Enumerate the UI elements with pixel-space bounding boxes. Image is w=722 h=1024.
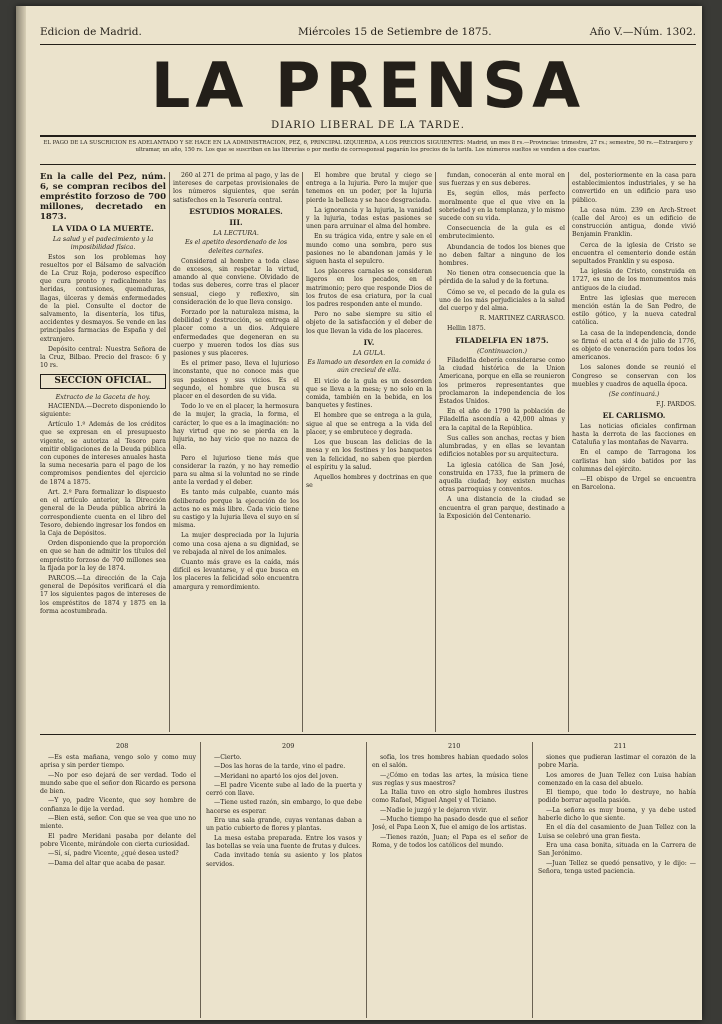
notice-rule xyxy=(40,164,696,165)
paragraph: En el campo de Tarragona los carlistas han sido batidos por las columnas del ejército. xyxy=(572,449,696,473)
feuilleton-page-number: 210 xyxy=(448,742,461,750)
feuilleton-column-2 xyxy=(206,754,362,1016)
paragraph: Cómo se ve, el pecado de la gula es uno de los más perjudiciales a la salud del cuerpo y del alma. xyxy=(439,288,565,313)
paragraph: La Italia tuvo en otro siglo hombres ilustres como Rafael, Miguel Angel y el Ticiano. xyxy=(372,789,528,805)
paragraph: del, posteriormente en la casa para establecimientos industriales, y se ha convertido en un edificio para uso público. xyxy=(572,172,696,204)
paragraph: Orden disponiendo que la proporción en que se han de admitir los títulos del empréstito forzoso de 700 millones sea la fijada por la ley de 1874. xyxy=(40,540,166,572)
paragraph: La iglesia de Cristo, construida en 1727, es uno de los monumentos más antiguos de la ciudad. xyxy=(572,268,696,292)
paragraph: —Y yo, padre Vicente, que soy hombre de confianza le dije la verdad. xyxy=(40,797,196,813)
paragraph: En el día del casamiento de Juan Tellez con la Luisa se celebró una gran fiesta. xyxy=(538,824,696,840)
column-4 xyxy=(439,172,565,732)
paragraph: Es tanto más culpable, cuanto más deliberado porque la ejecución de los actos no es más libre. Cada vicio tiene su castigo y la lujuria lleva el suyo en sí misma. xyxy=(173,489,299,530)
author-signature: F.J. PARDOS. xyxy=(656,401,696,409)
paragraph: —Es esta mañana, vengo solo y como muy aprisa y sin perder tiempo. xyxy=(40,754,196,770)
heading-carlismo: EL CARLISMO. xyxy=(602,411,666,421)
heading-lectura: LA LECTURA. xyxy=(213,229,259,238)
subheading-gaceta: Extracto de la Gaceta de hoy. xyxy=(55,392,151,401)
paragraph: En el año de 1790 la población de Filadelfia ascendía a 42,000 almas y era la capital de la República. xyxy=(439,408,565,432)
paragraph: Cerca de la iglesia de Cristo se encuentra el cementerio donde están sepultados Franklin y su esposa. xyxy=(572,241,696,266)
paragraph: El vicio de la gula es un desorden que se lleva a la mesa; y no solo en la comida, también en la bebida, en los banquetes y festines. xyxy=(306,377,432,410)
paragraph: La mesa estaba preparada. Entre los vasos y las botellas se veía una fuente de frutas y dulces. xyxy=(206,834,362,850)
paragraph: Los que buscan las delicias de la mesa y en los festines y los banquetes ven la felicidad, no saben que pierden el espíritu y la salud. xyxy=(306,439,432,471)
paragraph: Las noticias oficiales confirman hasta la derrota de las facciones en Cataluña y las montañas de Navarra. xyxy=(572,422,696,447)
paragraph: Cada invitado tenía su asiento y los platos servidos. xyxy=(206,852,362,868)
paragraph: fundan, conocerán al ente moral en sus fuerzas y en sus deberes. xyxy=(439,172,565,188)
paragraph: Era una sala grande, cuyas ventanas daban a un patio cubierto de flores y plantas. xyxy=(206,817,362,833)
paragraph: —Tiene usted razón, sin embargo, lo que debe hacerse es esperar. xyxy=(206,799,362,815)
paragraph: No tienen otra consecuencia que la pérdida de la salud y de la fortuna. xyxy=(439,270,565,286)
subheading-vida: La salud y el padecimiento y la imposibilidad física. xyxy=(52,235,154,252)
paragraph: PARCOS.—La dirección de la Caja general de Depósitos verificará el día 17 los siguientes pagos de intereses de los empréstitos de 1874 y 1875 en la forma acostumbrada. xyxy=(40,574,166,615)
column-divider xyxy=(366,742,367,1018)
heading-roman: III. xyxy=(229,218,243,228)
epigraph: Es el apetito desordenado de los deleites carnales. xyxy=(184,239,288,255)
paragraph: Es el primer paso, lleva el lujurioso inconstante, que no conoce más que sus pasiones y sus vicios. Es el segundo, el hombre que busca su placer en el desorden de su vida. xyxy=(173,360,299,401)
paragraph: Depósito central: Nuestra Señora de la Cruz, Bilbao. Precio del frasco: 6 y 10 rs. xyxy=(40,345,166,370)
dateline: Hellin 1875. xyxy=(447,325,486,333)
heading-gula: LA GULA. xyxy=(352,349,386,358)
paragraph: HACIENDA.—Decreto disponiendo lo siguiente: xyxy=(40,402,166,419)
paragraph: El hombre que brutal y ciego se entrega a la lujuria. Pero la mujer que tenemos en un poder, por la lujuria pierde la belleza y se hace desgraciada. xyxy=(306,172,432,204)
paragraph: —Nadie le juzgó y le dejaron vivir. xyxy=(380,806,488,814)
paragraph: —Juan Tellez se quedó pensativo, y le dijo: —Señora, tenga usted paciencia. xyxy=(538,859,696,875)
paragraph: Abundancia de todos los bienes que no deben faltar a ninguno de los hombres. xyxy=(439,243,565,268)
paragraph: —Cierto. xyxy=(214,754,242,761)
heading-vida: LA VIDA O LA MUERTE. xyxy=(52,224,154,233)
paragraph: La iglesia católica de San José, construida en 1733, fue la primera de aquella ciudad; hoy existen muchas otras parroquias y conventos. xyxy=(439,461,565,494)
paragraph: El hombre que se entrega a la gula, sigue al que se entrega a la vida del placer, y se embrutece y degrada. xyxy=(306,412,432,436)
heading-roman: IV. xyxy=(363,337,375,347)
epigraph: Es llamado un desorden en la comida ó aún crecieul de ella. xyxy=(307,359,431,375)
paragraph: Cuanto más grave es la caída, más difícil es levantarse, y el que busca en los placeres la felicidad sólo encuentra amargura y remordimiento. xyxy=(173,558,299,591)
heading-filadelfia: FILADELFIA EN 1875. xyxy=(455,335,549,345)
heading-continuacion: (Continuacion.) xyxy=(476,346,528,355)
paragraph: —Dama del altar que acaba de pasar. xyxy=(48,859,166,867)
lead-notice: En la calle del Pez, núm. 6, se compran recibos del empréstito forzoso de 700 millones, decretado en 1873. xyxy=(40,172,166,222)
feuilleton-column-3 xyxy=(372,754,528,1016)
column-divider xyxy=(568,172,569,732)
paragraph: Forzado por la naturaleza misma, la debilidad y destrucción, se entrega al placer como a un dios. Adquiere enfermedades que degeneran en su cuerpo y mueren todos los días sus pasiones y sus placeres. xyxy=(173,309,299,358)
feuilleton-page-number: 209 xyxy=(282,742,295,750)
paragraph: —Dos las horas de la tarde, vino el padre. xyxy=(214,763,346,771)
paragraph: Es, según ellos, más perfecto moralmente que el que vive en la sobriedad y en la templanza, y lo mismo sucede con su vida. xyxy=(439,190,565,223)
heading-estudios: ESTUDIOS MORALES. xyxy=(189,206,283,216)
paragraph: —Bien está, señor. Con que se vea que uno no miente. xyxy=(40,815,196,831)
feuilleton-rule xyxy=(40,734,696,735)
paragraph: La ignorancia y la lujuria, la vanidad y la lujuria, todas estas pasiones se unen para arruinar el alma del hombre. xyxy=(306,206,432,231)
paragraph: Entre las iglesias que merecen mención están la de San Pedro, de estilo gótico, y la nueva catedral católica. xyxy=(572,294,696,327)
issue-date: Miércoles 15 de Setiembre de 1875. xyxy=(298,26,492,38)
paragraph: La casa núm. 239 en Arch-Street (calle del Arco) es un edificio de construcción antigua, donde vivió Benjamin Franklin. xyxy=(572,206,696,239)
newspaper-subtitle: DIARIO LIBERAL DE LA TARDE. xyxy=(271,120,465,131)
edition-label: Edicion de Madrid. xyxy=(40,26,142,38)
feuilleton-page-number: 208 xyxy=(116,742,129,750)
paragraph: 260 al 271 de prima al pago, y las de intereses de carpetas provisionales de los números siguientes, que serán satisfechos en la Tesorería central. xyxy=(173,172,299,204)
paragraph: Art. 2.º Para formalizar lo dispuesto en el artículo anterior, la Dirección general de la Deuda pública abrirá la correspondiente cuenta en el libro del Tesoro, debiendo ingresar los fondos en la Caja de Depósitos. xyxy=(40,488,166,537)
masthead-rule-bottom xyxy=(40,135,696,137)
to-be-continued: (Se continuará.) xyxy=(608,391,660,399)
paragraph: La mujer despreciada por la lujuria como una cosa ajena a su dignidad, se ve rebajada al nivel de los animales. xyxy=(173,532,299,556)
paragraph: —Tienes razón, Juan; el Papa es el señor de Roma, y de todos los católicos del mundo. xyxy=(372,833,528,849)
feuilleton-page-number: 211 xyxy=(614,742,627,750)
binding-spine xyxy=(16,6,26,1020)
column-1 xyxy=(40,172,166,732)
paragraph: Artículo 1.º Además de los créditos que se expresan en el presupuesto vigente, se autoriza al Tesoro para emitir obligaciones de la Deuda pública con cupones de intereses anuales hasta la suma necesaria para el pago de los compromisos pendientes del ejercicio de 1874 a 1875. xyxy=(40,421,166,486)
paragraph: Considerad al hombre a toda clase de excesos, sin respetar la virtud, amando al que conviene. Olvidado de todas sus deberes, corre tras el placer sensual, ciego y reflexivo, sin consideración de lo que lleva consigo. xyxy=(173,257,299,306)
paragraph: Era una casa bonita, situada en la Carrera de San Jerónimo. xyxy=(538,841,696,858)
newspaper-title: LA PRENSA xyxy=(150,49,586,122)
column-3 xyxy=(306,172,432,732)
year-issue-number: Año V.—Núm. 1302. xyxy=(589,26,696,38)
paragraph: sofía, los tres hombres habían quedado solos en el salón. xyxy=(372,754,528,770)
section-heading-oficial: SECCION OFICIAL. xyxy=(40,374,166,388)
column-divider xyxy=(169,172,170,732)
paragraph: —La señora es muy buena, y ya debe usted haberle dicho lo que siente. xyxy=(538,806,696,823)
paragraph: Los salones donde se reunió el Congreso se conservan con los muebles y cuadros de aquella época. xyxy=(572,364,696,388)
newspaper-page xyxy=(16,6,702,1020)
paragraph: —Sí, sí, padre Vicente, ¿qué desea usted? xyxy=(48,850,179,858)
column-2 xyxy=(173,172,299,732)
column-5 xyxy=(572,172,696,732)
paragraph: En su trágica vida, entre y sale en el mundo como una sombra, pero sus pasiones no le abandonan jamás y le siguen hasta el sepulcro. xyxy=(306,233,432,266)
paragraph: Sus calles son anchas, rectas y bien alumbradas, y en ellas se levantan edificios notables por su arquitectura. xyxy=(439,434,565,459)
paragraph: Los amores de Juan Tellez con Luisa habían comenzado en la casa del abuelo. xyxy=(538,771,696,787)
paragraph: Aquellos hombres y doctrinas en que se xyxy=(306,473,432,490)
paragraph: siones que pudieran lastimar el corazón de la pobre María. xyxy=(538,754,696,770)
paragraph: A una distancia de la ciudad se encuentra el gran parque, destinado a la Exposición del Centenario. xyxy=(439,496,565,520)
masthead-topline xyxy=(40,26,696,42)
column-divider xyxy=(435,172,436,732)
column-divider xyxy=(532,742,533,1018)
feuilleton-column-1 xyxy=(40,754,196,1016)
paragraph: Los placeres carnales se consideran ligeros en los pecados, en el matrimonio; pero que responde Dios de los frutos de esa criatura, por la cual los padres responden ante el mundo. xyxy=(306,268,432,309)
column-divider xyxy=(200,742,201,1018)
column-divider xyxy=(302,172,303,732)
paragraph: —El padre Vicente sube al lado de la puerta y cerró con llave. xyxy=(206,781,362,798)
author-signature: R. MARTINEZ CARRASCO. xyxy=(479,315,565,323)
paragraph: Consecuencia de la gula es el embrutecimiento. xyxy=(439,225,565,241)
paragraph: Estos son los problemas hoy resueltos por el Bálsamo de salvación de La Cruz Roja, poderoso específico que cura pronto y radicalmente las heridas, contusiones, quemaduras, llagas, úlceras y demás enfermedades de la piel. Consulte el doctor de salvamento, la disentería, los tifus, accidentes y desmayos. Se vende en las principales farmacias de España y del extranjero. xyxy=(40,253,166,343)
feuilleton-column-4 xyxy=(538,754,696,1016)
subscription-notice: EL PAGO DE LA SUSCRICION ES ADELANTADO Y SE HACE EN LA ADMINISTRACION, PEZ, 6, PRINCIPAL IZQUIERDA, A LOS PRECIOS SIGUIENTES: Madrid, un mes 8 rs.—Provincias: trimestre, 27 rs.; semestre, 50 rs.—Extranjero y ultramar, un año, 150 rs. Los que se suscriban en las librerías o por medio de corresponsal pagarán los precios de la tarifa. Los números sueltos se venden a dos cuartos. xyxy=(43,140,693,153)
paragraph: —No por eso dejará de ser verdad. Todo el mundo sabe que el señor don Ricardo es persona de bien. xyxy=(40,771,196,796)
paragraph: La casa de la independencia, donde se firmó el acta el 4 de julio de 1776, es objeto de veneración para todos los americanos. xyxy=(572,329,696,362)
paragraph: El padre Meridani pasaba por delante del pobre Vicente, mirándole con cierta curiosidad. xyxy=(40,832,196,848)
paragraph: —Mucho tiempo ha pasado desde que el señor José, el Papa Leon X, fue el amigo de los artistas. xyxy=(372,816,528,832)
paragraph: Pero no sabe siempre su sitio el objeto de la satisfacción y el deber de los que llevan la vida de los placeres. xyxy=(306,311,432,335)
masthead-rule-top xyxy=(40,44,696,45)
paragraph: Filadelfia debería considerarse como la ciudad histórica de la Union Americana, porque en ella se reunieron los primeros representantes que proclamaron la independencia de los Estados Unidos. xyxy=(439,357,565,406)
paragraph: Pero el lujurioso tiene más que considerar la razón, y no hay remedio para su alma si la voluntad no se rinde ante la verdad y el deber. xyxy=(173,454,299,487)
paragraph: —¿Cómo en todas las artes, la música tiene sus reglas y sus maestros? xyxy=(372,771,528,787)
paragraph: Todo lo ve en el placer, la hermosura de la mujer, la gracia, la forma, el carácter, lo que es a la imaginación: no hay virtud que no se pierda en la lujuria, no hay vicio que no nazca de ella. xyxy=(173,403,299,452)
paragraph: —Meridani no apartó los ojos del joven. xyxy=(214,772,339,780)
paragraph: El tiempo, que todo lo destruye, no había podido borrar aquella pasión. xyxy=(538,789,696,805)
paragraph: —El obispo de Urgel se encuentra en Barcelona. xyxy=(572,475,696,492)
